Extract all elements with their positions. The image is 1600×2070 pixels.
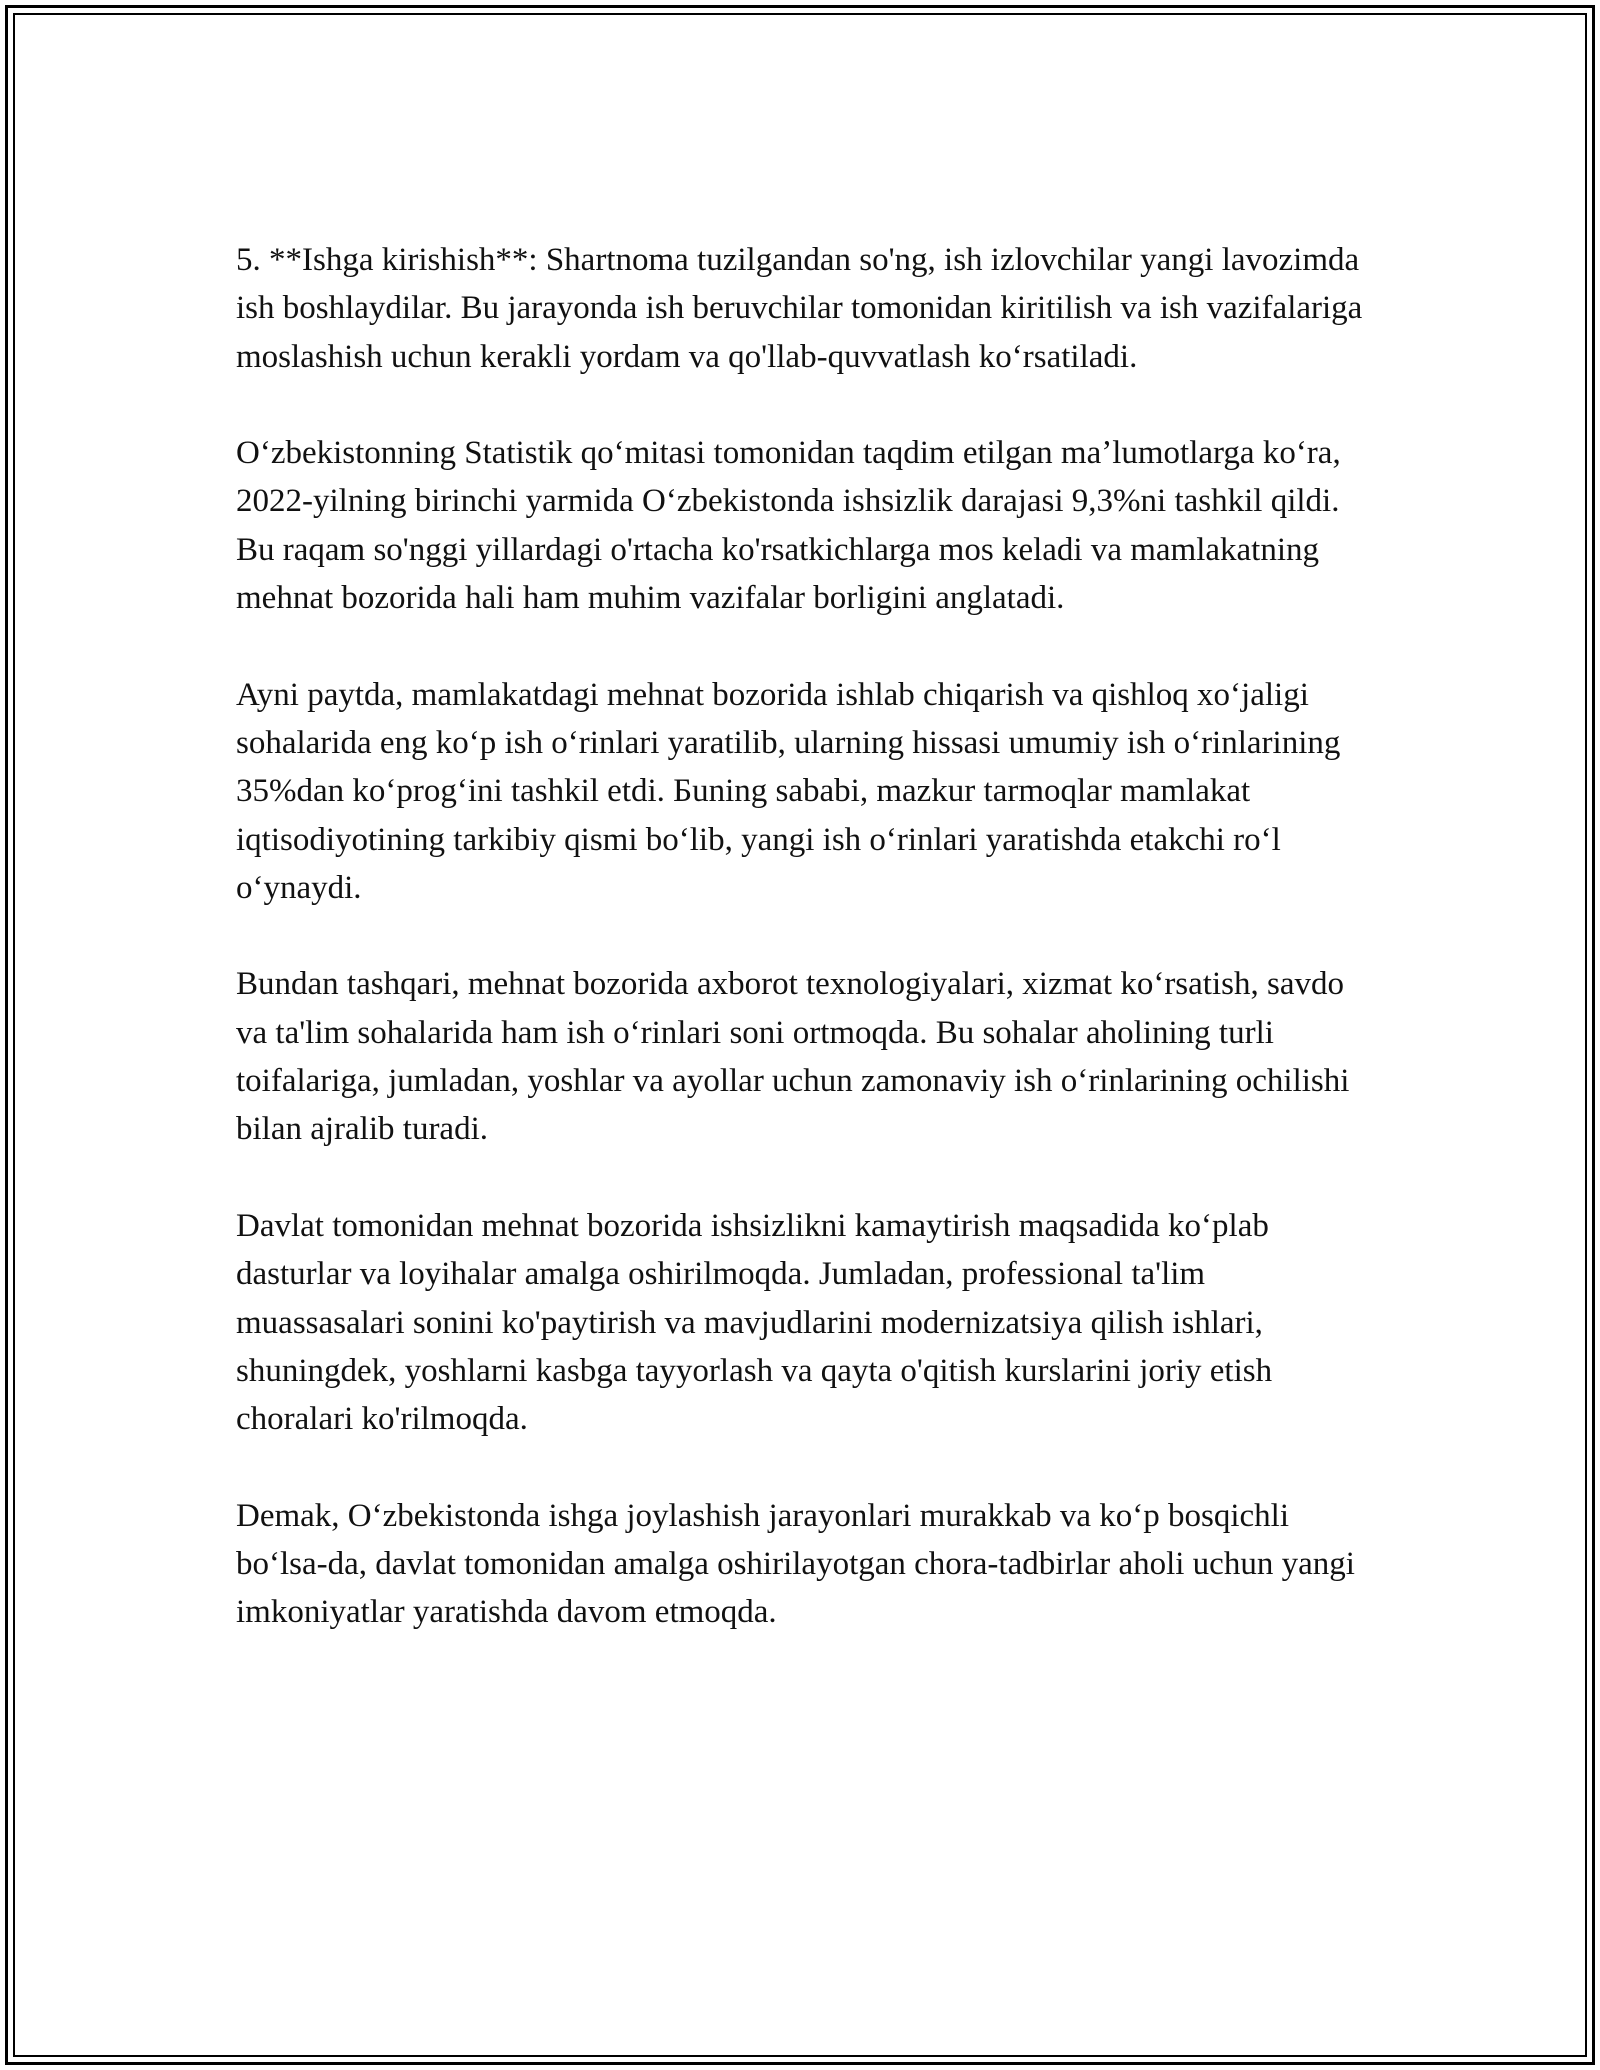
- paragraph-job-start: 5. **Ishga kirishish**: Shartnoma tuzilgandan so'ng, ish izlovchilar yangi lavozimda ish boshlaydilar. Bu jarayonda ish beruvchilar tomonidan kiritilish va ish vazifalariga moslashish uchun kerakli yordam va qo'llab-quvvatlash koʻrsatiladi.: [236, 242, 1363, 375]
- paragraph-manufacturing-agriculture: Ayni paytda, mamlakatdagi mehnat bozorida ishlab chiqarish va qishloq xoʻjaligi sohalarida eng koʻp ish oʻrinlari yaratilib, ularning hissasi umumiy ish oʻrinlarining 35%dan koʻprogʻini tashkil etdi. Бuning sababi, mazkur tarmoqlar mamlakat iqtisodiyotining tarkibiy qismi boʻlib, yangi ish oʻrinlari yaratishda etakchi roʻl oʻynaydi.: [236, 676, 1341, 906]
- paragraph-government-programs: Davlat tomonidan mehnat bozorida ishsizlikni kamaytirish maqsadida koʻplab dasturlar va loyihalar amalga oshirilmoqda. Jumladan, professional ta'lim muassasalari sonini ko'paytirish va mavjudlarini modernizatsiya qilish ishlari, shuningdek, yoshlarni kasbga tayyorlash va qayta o'qitish kurslarini joriy etish choralari ko'rilmoqda.: [236, 1207, 1273, 1438]
- paragraph-it-services: Bundan tashqari, mehnat bozorida axborot texnologiyalari, xizmat koʻrsatish, savdo va ta'lim sohalarida ham ish oʻrinlari soni ortmoqda. Bu sohalar aholining turli toifalariga, jumladan, yoshlar va ayollar uchun zamonaviy ish oʻrinlarining ochilishi bilan ajralib turadi.: [236, 966, 1350, 1148]
- paragraph-conclusion: Demak, Oʻzbekistonda ishga joylashish jarayonlari murakkab va koʻp bosqichli boʻlsa-da, davlat tomonidan amalga oshirilayotgan chora-tadbirlar aholi uchun yangi imkoniyatlar yaratishda davom etmoqda.: [236, 1497, 1355, 1631]
- paragraph-unemployment-rate: Oʻzbekistonning Statistik qoʻmitasi tomonidan taqdim etilgan maʼlumotlarga koʻra, 2022-yilning birinchi yarmida Oʻzbekistonda ishsizlik darajasi 9,3%ni tashkil qildi. Bu raqam so'nggi yillardagi o'rtacha ko'rsatkichlarga mos keladi va mamlakatning mehnat bozorida hali ham muhim vazifalar borligini anglatadi.: [236, 435, 1341, 617]
- document-body: [236, 236, 1366, 1637]
